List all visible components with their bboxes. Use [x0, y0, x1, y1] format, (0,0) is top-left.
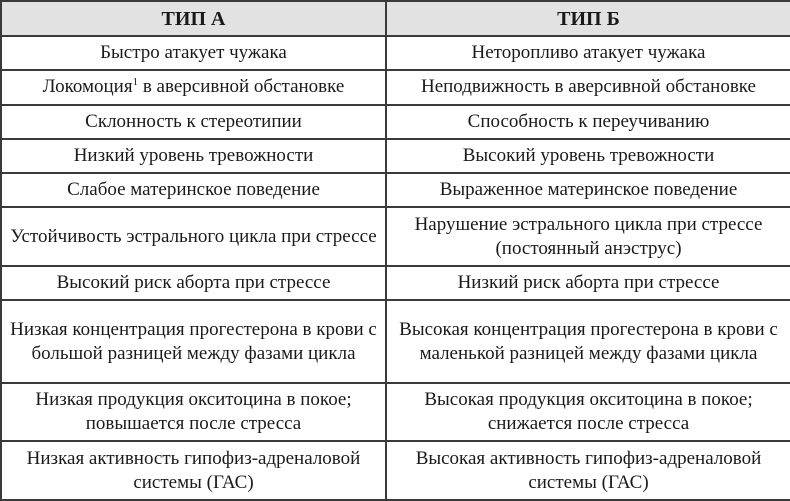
- cell-type-b: Высокий уровень тревожности: [386, 139, 790, 173]
- table-row: [1, 139, 790, 173]
- cell-type-b: Высокая продукция окситоцина в покое; снижается после стресса: [386, 383, 790, 442]
- column-header-type-b: ТИП Б: [386, 1, 790, 36]
- cell-type-b: Выраженное материнское поведение: [386, 173, 790, 207]
- cell-type-a: Склонность к стереотипии: [1, 105, 386, 139]
- cell-type-a: Быстро атакует чужака: [1, 36, 386, 70]
- column-header-type-a: ТИП А: [1, 1, 386, 36]
- table-row: [1, 300, 790, 383]
- cell-text: в аверсивной обстановке: [138, 76, 345, 98]
- table-row: [1, 207, 790, 266]
- header-row: [1, 1, 790, 36]
- cell-text: Локомоция: [42, 76, 133, 98]
- cell-type-a: Высокий риск аборта при стрессе: [1, 266, 386, 300]
- table-row: [1, 441, 790, 500]
- cell-type-b: Неподвижность в аверсивной обстановке: [386, 70, 790, 104]
- cell-type-a: Низкая концентрация прогестерона в крови с большой разницей между фазами цикла: [1, 300, 386, 383]
- table-row: [1, 266, 790, 300]
- table-row: [1, 383, 790, 442]
- cell-type-a: [1, 70, 386, 104]
- cell-type-a: Низкая активность гипофиз-адреналовой системы (ГАС): [1, 441, 386, 500]
- cell-type-b: Высокая концентрация прогестерона в крови с маленькой разницей между фазами цикла: [386, 300, 790, 383]
- cell-type-a: Низкая продукция окситоцина в покое; повышается после стресса: [1, 383, 386, 442]
- table-row: [1, 70, 790, 104]
- cell-type-b: Неторопливо атакует чужака: [386, 36, 790, 70]
- footnote-marker: 1: [132, 76, 139, 89]
- table-row: [1, 173, 790, 207]
- table-row: [1, 105, 790, 139]
- cell-type-a: Устойчивость эстрального цикла при стрессе: [1, 207, 386, 266]
- cell-type-b: Нарушение эстрального цикла при стрессе (постоянный анэструс): [386, 207, 790, 266]
- table-row: [1, 36, 790, 70]
- cell-type-a: Низкий уровень тревожности: [1, 139, 386, 173]
- cell-type-b: Способность к переучиванию: [386, 105, 790, 139]
- cell-type-b: Высокая активность гипофиз-адреналовой системы (ГАС): [386, 441, 790, 500]
- cell-type-a: Слабое материнское поведение: [1, 173, 386, 207]
- cell-type-b: Низкий риск аборта при стрессе: [386, 266, 790, 300]
